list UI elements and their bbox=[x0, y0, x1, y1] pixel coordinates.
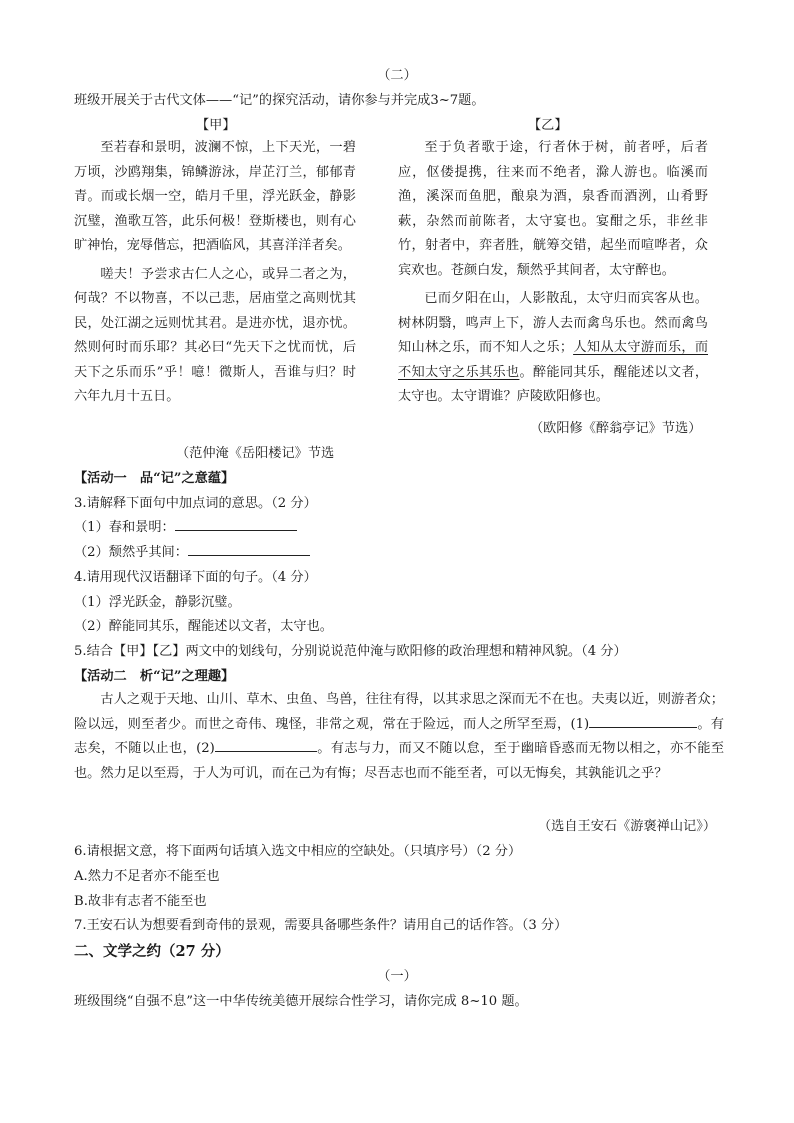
yi-paragraph-1: 至于负者歌于途，行者休于树，前者呼，后者应，伛偻提携，往来而不绝者，滁人游也。临溪而渔，溪深而鱼肥，酿泉为酒，泉香而酒洌，山肴野蔌，杂然而前陈者，太守宴也。宴酣之乐，非丝非竹，射者中，弈者胜，觥筹交错，起坐而喧哗者，众宾欢也。苍颜白发，颓然乎其间者，太守醉也。 bbox=[398, 140, 708, 278]
text-yi bbox=[398, 136, 708, 410]
question-3-1-label: （1）春和景明： bbox=[74, 520, 175, 535]
section-label-one: （一） bbox=[377, 969, 417, 984]
question-3: 3.请解释下面句中加点词的意思。（2 分） bbox=[74, 496, 317, 511]
question-3-2-label: （2）颓然乎其间： bbox=[74, 545, 188, 560]
intro-self-improvement: 班级围绕“自强不息”这一中华传统美德开展综合性学习，请你完成 8~10 题。 bbox=[74, 994, 528, 1009]
jia-p2-tail: ”乎！噫！微斯人，吾谁与归？时六年九月十五日。 bbox=[74, 364, 356, 404]
yi-underlined-sentence: 人知从太守游而乐，而不知太守之乐其乐也 bbox=[398, 340, 709, 380]
passage-part-1: 古人之观于天地、山川、草木、虫鱼、鸟兽，往往有得，以其求思之深而无不在也。夫夷以近，则游者众；险以远，则至者少。而世之奇伟、瑰怪，非常之观，常在于险远，而人之所罕至焉，(1) bbox=[74, 692, 724, 732]
passage-blank-1[interactable] bbox=[589, 713, 697, 728]
passage-youbaochanshan bbox=[74, 688, 724, 786]
question-3-1 bbox=[74, 516, 297, 535]
passage-part-3: 。有志与力，而又不随以怠，至于幽暗昏惑而无物以相之，亦不能至也。然力足以至焉，于人为可讥，而在己为有悔；尽吾志也而不能至者，可以无悔矣，其孰能讥之乎？ bbox=[74, 741, 725, 781]
yi-p2-text: 已而夕阳在山，人影散乱，太守归而宾客从也。树林阴翳，鸣声上下，游人去而禽鸟乐也。然而禽鸟知山林之乐，而不知人之乐； bbox=[398, 291, 708, 355]
text-jia bbox=[74, 136, 356, 410]
question-4-2: （2）醉能同其乐，醒能述以文者，太守也。 bbox=[74, 619, 333, 634]
question-3-2 bbox=[74, 541, 310, 560]
option-a: A.然力不足者亦不能至也 bbox=[74, 869, 220, 884]
part-two-heading: 二、文学之约（27 分） bbox=[74, 943, 230, 960]
jia-paragraph-1: 至若春和景明，波澜不惊，上下天光，一碧万顷，沙鸥翔集，锦鳞游泳，岸芷汀兰，郁郁青青。而或长烟一空，皓月千里，浮光跃金，静影沉璧，渔歌互答，此乐何极！登斯楼也，则有心旷神怡，宠辱偕忘，把酒临风，其喜洋洋者矣。 bbox=[74, 140, 356, 253]
jia-paragraph-2 bbox=[74, 263, 356, 410]
activity-two-title: 【活动二 析“记”之理趣】 bbox=[74, 669, 235, 684]
passage-part-2: 。有志矣，不随以止也，(2) bbox=[74, 716, 724, 756]
jia-source: （范仲淹《岳阳楼记》节选 bbox=[176, 446, 335, 461]
jia-p2-text: 嗟夫！予尝求古仁人之心，或异二者之为，何哉？不以物喜，不以己悲，居庙堂之高则忧其民，处江湖之远则忧其君。是进亦忧，退亦忧。然则何时而乐耶？其必曰“ bbox=[74, 266, 356, 355]
question-4: 4.请用现代汉语翻译下面的句子。（4 分） bbox=[74, 570, 317, 585]
yi-paragraph-2 bbox=[398, 287, 708, 410]
activity-one-title: 【活动一 品“记”之意蕴】 bbox=[74, 471, 235, 486]
passage-source: （选自王安石《游褒禅山记》） bbox=[538, 819, 717, 834]
section-label-two: （二） bbox=[377, 68, 417, 83]
question-4-1: （1）浮光跃金，静影沉璧。 bbox=[74, 595, 241, 610]
question-7: 7.王安石认为想要看到奇伟的景观，需要具备哪些条件？请用自己的话作答。（3 分） bbox=[74, 918, 568, 933]
text-yi-header: 【乙】 bbox=[528, 118, 568, 133]
intro-activity: 班级开展关于古代文体——“记”的探究活动，请你参与并完成3~7题。 bbox=[74, 93, 485, 108]
question-6: 6.请根据文意，将下面两句话填入选文中相应的空缺处。（只填序号）（2 分） bbox=[74, 844, 522, 859]
text-jia-header: 【甲】 bbox=[196, 118, 236, 133]
yi-p2-tail: 。醉能同其乐，醒能述以文者，太守也。太守谓谁？庐陵欧阳修也。 bbox=[398, 364, 709, 404]
jia-p2-quote: 先天下之忧而忧，后天下之乐而乐 bbox=[74, 340, 357, 380]
passage-blank-2[interactable] bbox=[215, 737, 317, 752]
yi-source: （欧阳修《醉翁亭记》节选） bbox=[530, 421, 702, 436]
answer-blank-3-1[interactable] bbox=[175, 516, 297, 531]
option-b: B.故非有志者不能至也 bbox=[74, 894, 207, 909]
answer-blank-3-2[interactable] bbox=[188, 541, 310, 556]
question-5: 5.结合【甲】【乙】两文中的划线句，分别说说范仲淹与欧阳修的政治理想和精神风貌。（4 分） bbox=[74, 644, 627, 659]
